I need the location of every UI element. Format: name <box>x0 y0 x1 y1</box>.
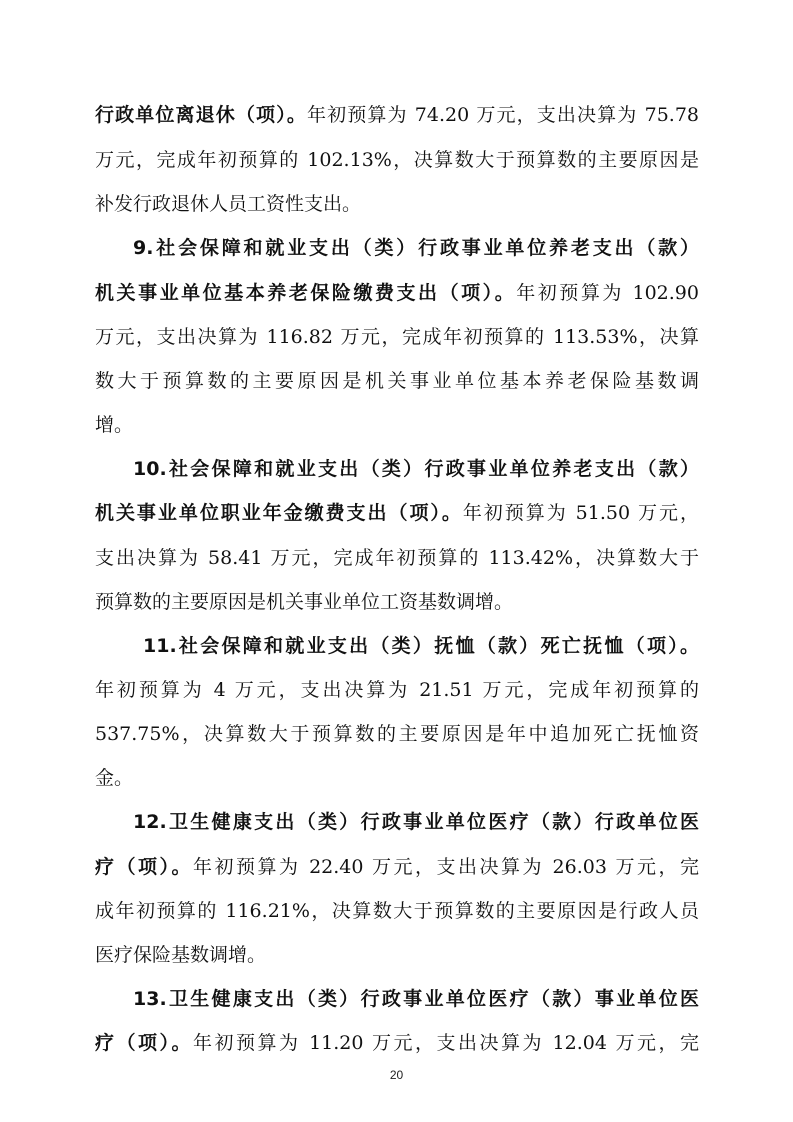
text-line <box>95 940 699 970</box>
body-text: 年初预算为 22.40 万元，支出决算为 26.03 万元，完 <box>193 856 699 878</box>
body-text: 年初预算为 102.90 <box>516 282 699 304</box>
text-line <box>95 675 699 705</box>
body-text: 万元，完成年初预算的 102.13%，决算数大于预算数的主要原因是 <box>95 149 699 171</box>
text-line <box>95 410 699 440</box>
bold-heading: 12.卫生健康支出（类）行政事业单位医疗（款）行政单位医 <box>133 811 699 833</box>
bold-heading: 13.卫生健康支出（类）行政事业单位医疗（款）事业单位医 <box>133 988 699 1010</box>
body-text: 年初预算为 11.20 万元，支出决算为 12.04 万元，完 <box>193 1032 699 1054</box>
text-line <box>95 543 699 573</box>
body-text: 万元，支出决算为 116.82 万元，完成年初预算的 113.53%，决算 <box>95 326 699 348</box>
body-text: 预算数的主要原因是机关事业单位工资基数调增。 <box>95 591 514 613</box>
body-text: 537.75%，决算数大于预算数的主要原因是年中追加死亡抚恤资 <box>95 723 699 745</box>
text-line <box>95 189 699 219</box>
bold-heading: 疗（项）。 <box>95 1032 194 1054</box>
body-text: 补发行政退休人员工资性支出。 <box>95 193 362 215</box>
text-line <box>95 763 699 793</box>
bold-heading: 行政单位离退休（项）。 <box>95 104 307 126</box>
body-text: 医疗保险基数调增。 <box>95 944 267 966</box>
body-text: 金。 <box>95 767 134 789</box>
bold-heading: 疗（项）。 <box>95 856 194 878</box>
body-text: 支出决算为 58.41 万元，完成年初预算的 113.42%，决算数大于 <box>95 547 699 569</box>
text-line <box>95 1028 699 1058</box>
text-line <box>95 145 699 175</box>
body-text: 成年初预算的 116.21%，决算数大于预算数的主要原因是行政人员 <box>95 900 699 922</box>
body-text: 年初预算为 51.50 万元， <box>462 502 699 524</box>
body-text: 年初预算为 4 万元，支出决算为 21.51 万元，完成年初预算的 <box>95 679 699 701</box>
page-number: 20 <box>389 1068 404 1082</box>
body-text: 数大于预算数的主要原因是机关事业单位基本养老保险基数调 <box>95 370 699 392</box>
text-line <box>95 587 699 617</box>
text-line <box>143 631 699 661</box>
bold-heading: 10.社会保障和就业支出（类）行政事业单位养老支出（款） <box>133 458 699 480</box>
bold-heading: 11.社会保障和就业支出（类）抚恤（款）死亡抚恤（项）。 <box>143 635 699 657</box>
text-line <box>133 233 699 263</box>
text-line <box>95 896 699 926</box>
text-line <box>133 454 699 484</box>
text-line <box>95 852 699 882</box>
text-line <box>95 100 699 130</box>
text-line <box>95 366 699 396</box>
text-line <box>133 807 699 837</box>
text-line <box>95 322 699 352</box>
bold-heading: 9.社会保障和就业支出（类）行政事业单位养老支出（款） <box>133 237 699 259</box>
text-line <box>95 719 699 749</box>
body-text: 年初预算为 74.20 万元，支出决算为 75.78 <box>306 104 699 126</box>
text-line <box>133 984 699 1014</box>
text-line <box>95 278 699 308</box>
bold-heading: 机关事业单位职业年金缴费支出（项）。 <box>95 502 463 524</box>
body-text: 增。 <box>95 414 134 436</box>
text-line <box>95 498 699 528</box>
bold-heading: 机关事业单位基本养老保险缴费支出（项）。 <box>95 282 517 304</box>
